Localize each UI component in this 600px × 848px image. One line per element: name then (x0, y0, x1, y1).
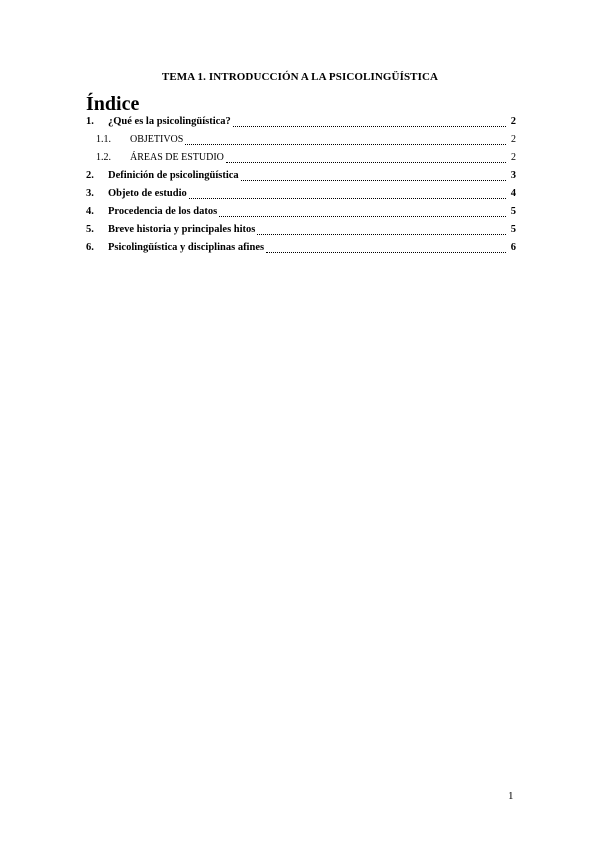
toc-entry-number: 1.2. (96, 152, 111, 163)
toc-entry-number: 2. (86, 170, 94, 181)
toc-entry-number: 5. (86, 224, 94, 235)
toc-dot-leader (189, 197, 506, 199)
document-title: TEMA 1. INTRODUCCIÓN A LA PSICOLINGÜÍSTICA (161, 71, 439, 83)
toc-entry-label: Objeto de estudio (108, 188, 187, 199)
toc-entry-page: 3 (510, 170, 516, 181)
toc-dot-leader (241, 179, 506, 181)
toc-dot-leader (185, 143, 506, 145)
toc-entry[interactable] (86, 224, 516, 242)
toc-entry-label: Definición de psicolingüística (108, 170, 239, 181)
toc-entry-number: 6. (86, 242, 94, 253)
toc-entry-number: 3. (86, 188, 94, 199)
toc-dot-leader (257, 233, 506, 235)
page-number: 1 (508, 790, 514, 802)
table-of-contents (86, 116, 516, 260)
toc-entry-label: ÁREAS DE ESTUDIO (130, 152, 224, 163)
toc-dot-leader (226, 161, 506, 163)
toc-entry-label: Psicolingüística y disciplinas afines (108, 242, 265, 253)
toc-entry-label: Breve historia y principales hitos (108, 224, 256, 235)
toc-dot-leader (266, 251, 506, 253)
toc-entry-page: 6 (510, 242, 516, 253)
toc-entry[interactable] (86, 152, 516, 170)
toc-entry[interactable] (86, 188, 516, 206)
toc-entry[interactable] (86, 134, 516, 152)
toc-entry-page: 4 (510, 188, 516, 199)
toc-entry-page: 2 (510, 116, 516, 127)
toc-entry-label: OBJETIVOS (130, 134, 184, 145)
toc-entry-page: 2 (511, 152, 516, 163)
toc-entry-page: 5 (510, 224, 516, 235)
toc-entry[interactable] (86, 116, 516, 134)
toc-entry[interactable] (86, 242, 516, 260)
toc-entry-number: 1.1. (96, 134, 111, 145)
toc-entry-number: 4. (86, 206, 94, 217)
toc-entry-label: ¿Qué es la psicolingüística? (108, 116, 231, 127)
toc-dot-leader (233, 125, 506, 127)
toc-heading: Índice (86, 93, 140, 115)
toc-entry-number: 1. (86, 116, 94, 127)
toc-dot-leader (219, 215, 506, 217)
toc-entry[interactable] (86, 206, 516, 224)
toc-entry[interactable] (86, 170, 516, 188)
toc-entry-label: Procedencia de los datos (108, 206, 218, 217)
toc-entry-page: 5 (510, 206, 516, 217)
toc-entry-page: 2 (511, 134, 516, 145)
